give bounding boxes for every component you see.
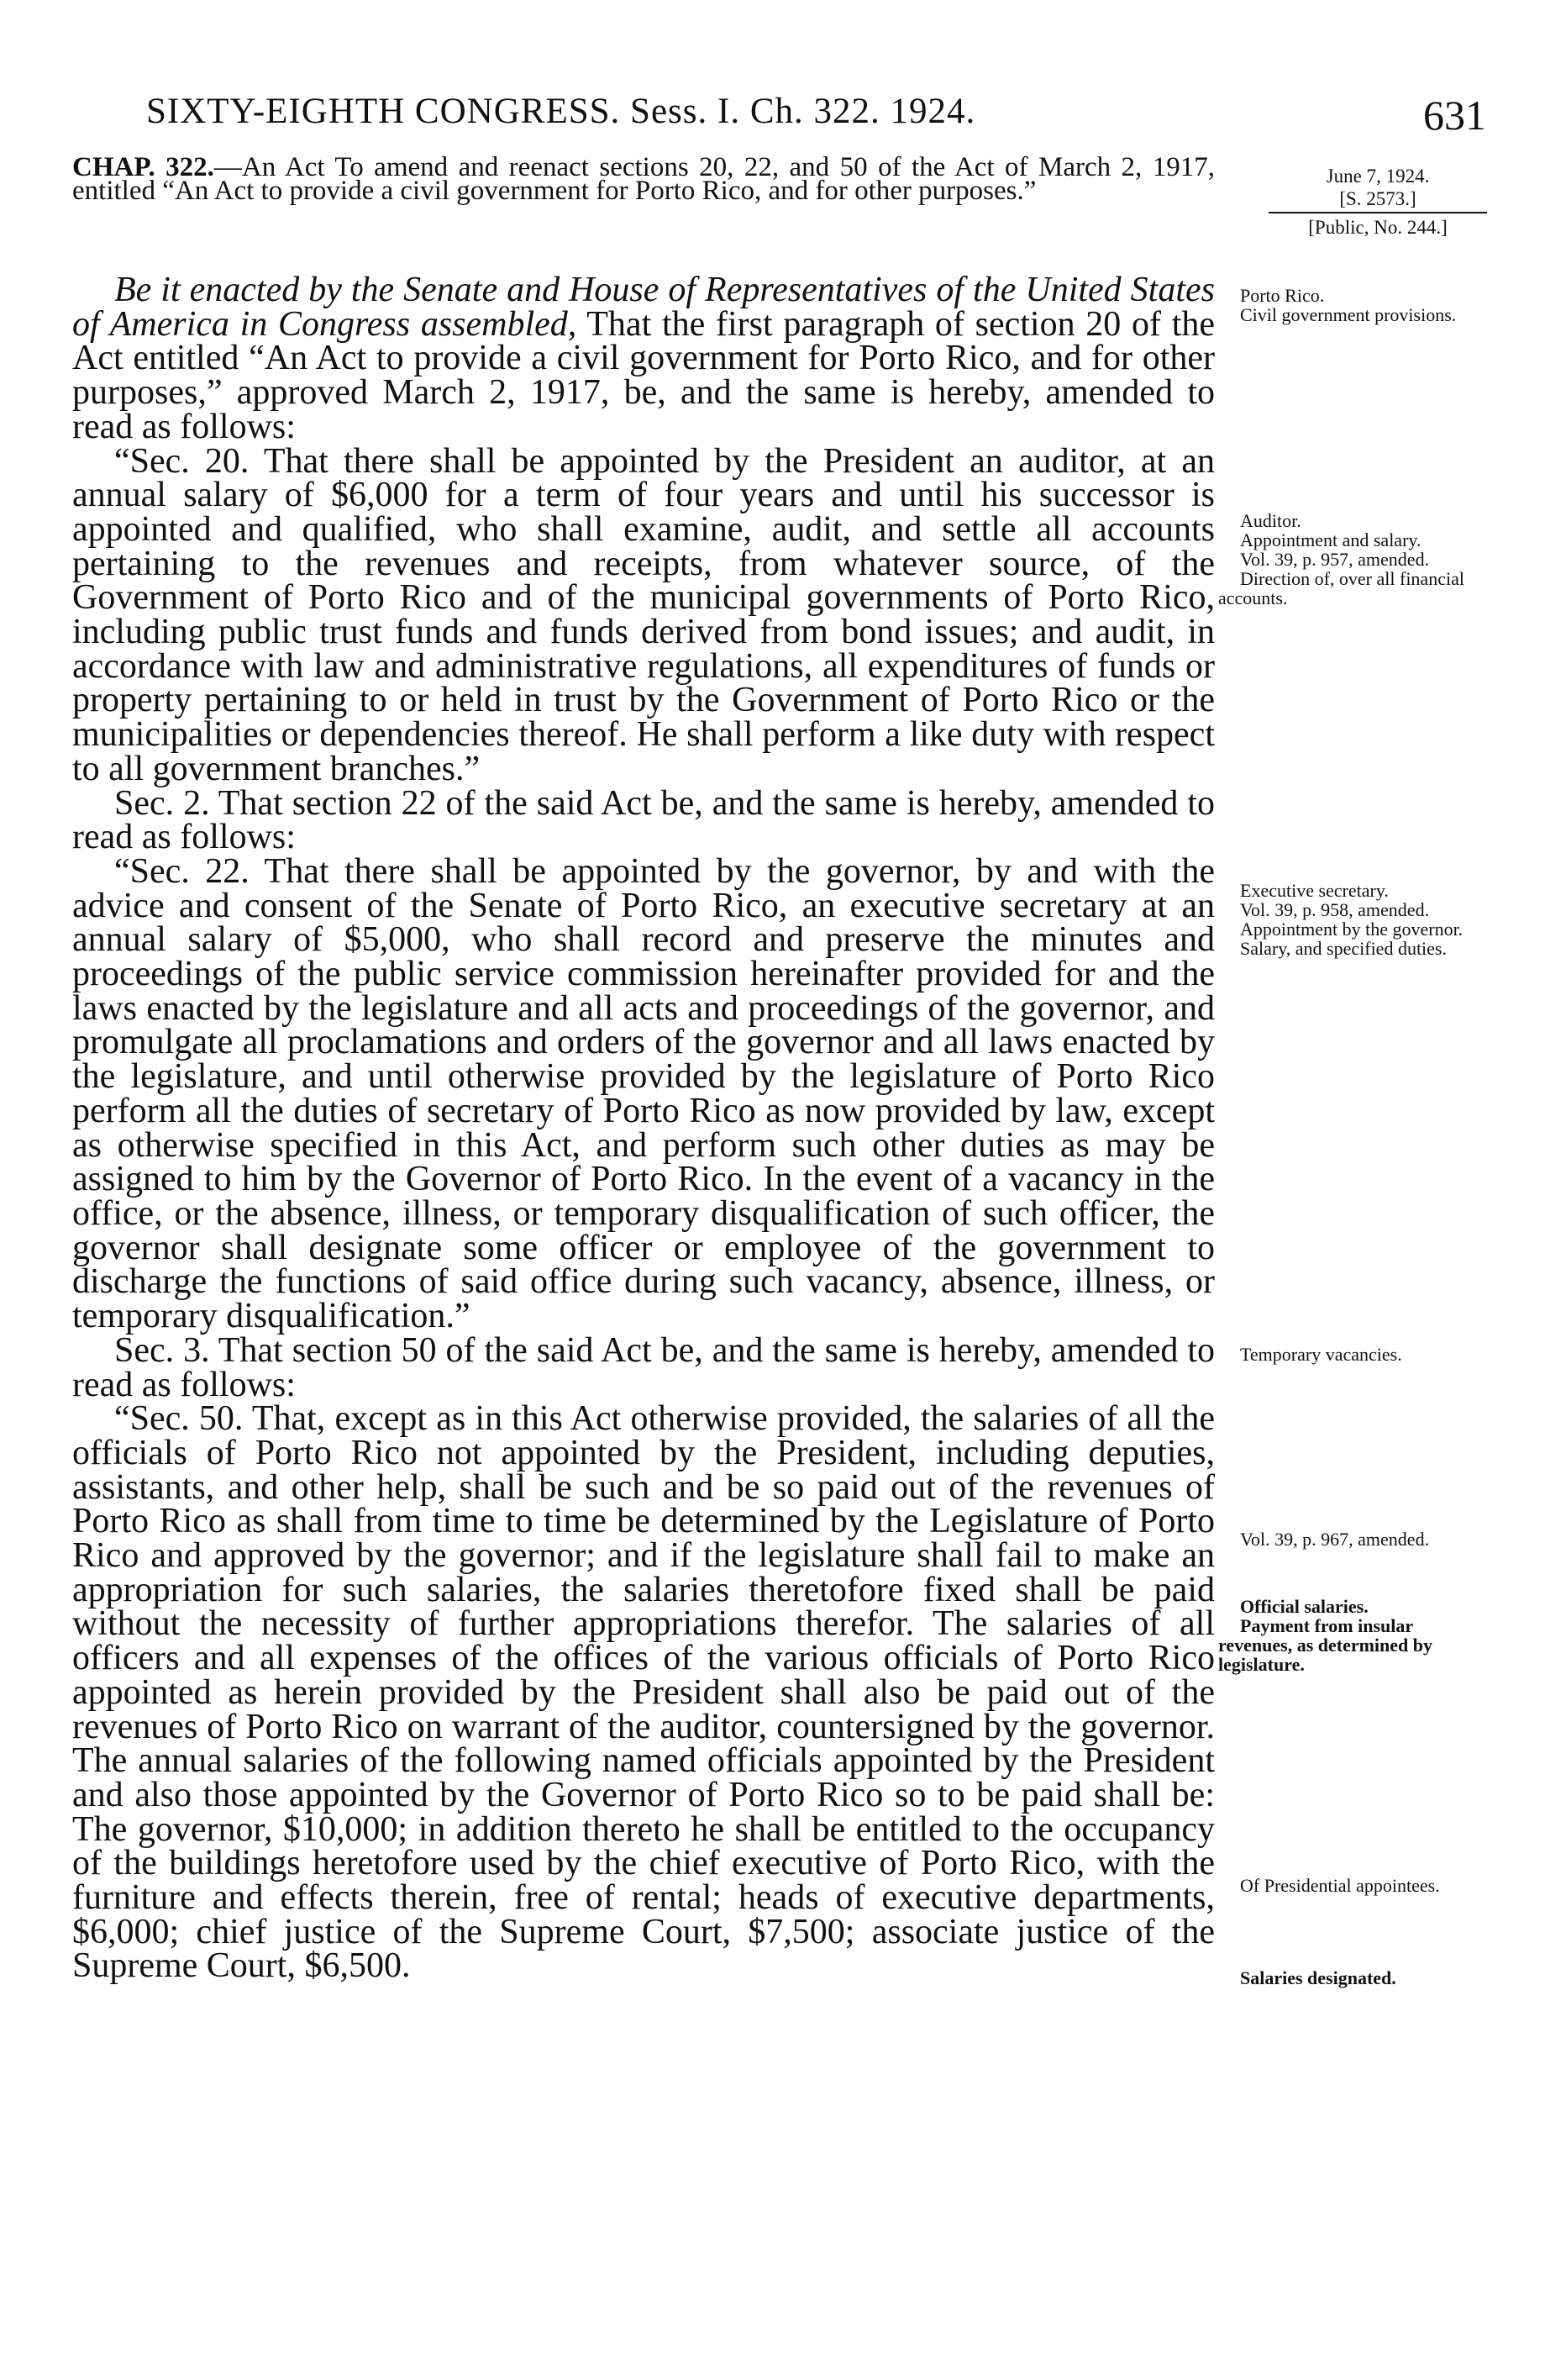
margin-note-line: Executive secretary.: [1240, 880, 1389, 901]
paragraph-sec-50: “Sec. 50. That, except as in this Act otherwise provided, the salaries of all the officials of Porto Rico not appointed by the President, including deputies, assistants, and other help, shall be such and be so paid out of the revenues of Porto Rico as shall from time to time be determined by the Legislature of Porto Rico and approved by the governor; and if the legislature shall fail to make an appropriation for such salaries, the salaries theretofore fixed shall be paid without the necessity of further appropriations therefor. The salaries of all officers and all expenses of the offices of the various officials of Porto Rico appointed as herein provided by the President shall also be paid out of the revenues of Porto Rico on warrant of the auditor, countersigned by the governor. The annual salaries of the following named officials appointed by the President and also those appointed by the Governor of Porto Rico so to be paid shall be: The governor, $10,000; in addition thereto he shall be entitled to the occupancy of the buildings heretofore used by the chief executive of Porto Rico, with the furniture and effects therein, free of rental; heads of executive departments, $6,000; chief justice of the Supreme Court, $7,500; associate justice of the Supreme Court, $6,500.: [72, 1399, 1215, 1986]
margin-note-line: Of Presidential appointees.: [1240, 1875, 1440, 1896]
chapter-header: [72, 152, 1215, 206]
margin-note-line: Vol. 39, p. 958, amended.: [1240, 899, 1430, 920]
margin-note-presidential-appointees: [1218, 1876, 1487, 1895]
margin-note-vol-39-p-967: [1218, 1530, 1487, 1549]
running-head-text: SIXTY-EIGHTH CONGRESS. Sess. I. Ch. 322. 1924.: [146, 92, 976, 131]
paragraph-sec-22: “Sec. 22. That there shall be appointed by the governor, by and with the advice and consent of the Senate of Porto Rico, an executive secretary at an annual salary of $5,000, who shall record and preserve the minutes and proceedings of the public service commission hereinafter provided for and the laws enacted by the legislature and all acts and proceedings of the governor, and promulgate all proclamations and orders of the governor and all laws enacted by the legislature, and until otherwise provided by the legislature of Porto Rico perform all the duties of secretary of Porto Rico as now provided by law, except as otherwise specified in this Act, and perform such other duties as may be assigned to him by the Governor of Porto Rico. In the event of a vacancy in the office, or the absence, illness, or temporary disqualification of such officer, the governor shall designate some officer or employee of the government to discharge the functions of said office during such vacancy, absence, illness, or temporary disqualification.”: [72, 851, 1215, 1336]
body-text: [72, 271, 1216, 1986]
chapter-title: —An Act To amend and reenact sections 20, 22, and 50 of the Act of March 2, 1917, entitled “An Act to provide a civil government for Porto Rico, and for other purposes.”: [72, 152, 1215, 206]
chapter-number: CHAP. 322.: [72, 152, 214, 182]
margin-note-line: Appointment by the governor.: [1240, 919, 1464, 940]
margin-note-temporary-vacancies: [1218, 1345, 1487, 1364]
margin-note-auditor: [1218, 511, 1487, 608]
chapter-meta: [1269, 165, 1487, 239]
paragraph-sec-2: Sec. 2. That section 22 of the said Act be, and the same is hereby, amended to read as follows:: [72, 783, 1215, 857]
paragraph-enacting: [72, 273, 1215, 445]
margin-note-line: Salary, and specified duties.: [1240, 938, 1447, 959]
margin-note-line: Vol. 39, p. 967, amended.: [1240, 1529, 1430, 1550]
margin-note-executive-secretary: [1218, 881, 1487, 958]
chapter-bill: [S. 2573.]: [1339, 188, 1416, 209]
chapter-date: June 7, 1924.: [1326, 166, 1430, 187]
enacting-clause: Be it enacted by the Senate and House of Representatives of the United States of America in Congress assembled,: [72, 271, 1215, 344]
margin-note-line: Vol. 39, p. 957, amended.: [1240, 549, 1430, 570]
meta-rule: [1269, 212, 1487, 213]
margin-note-line: Temporary vacancies.: [1240, 1344, 1402, 1365]
margin-note-salaries-designated: [1218, 1968, 1487, 1988]
chapter-public-law: [Public, No. 244.]: [1308, 217, 1448, 238]
margin-note-line: Salaries designated.: [1240, 1967, 1396, 1988]
paragraph-sec-20: “Sec. 20. That there shall be appointed by the President an auditor, at an annual salary of $6,000 for a term of four years and until his successor is appointed and qualified, who shall examine, audit, and settle all accounts pertaining to the revenues and receipts, from whatever source, of the Government of Porto Rico and of the municipal governments of Porto Rico, including public trust funds and funds derived from bond issues; and audit, in accordance with law and administrative regulations, all expenditures of funds or property pertaining to or held in trust by the Government of Porto Rico or the municipalities or dependencies thereof. He shall perform a like duty with respect to all government branches.”: [72, 441, 1215, 788]
running-head: [146, 91, 1486, 150]
margin-note-line: Civil government provisions.: [1240, 304, 1457, 325]
margin-note-official-salaries: [1218, 1597, 1487, 1674]
margin-note-line: Direction of, over all financial accounts.: [1218, 568, 1464, 608]
margin-note-line: Auditor.: [1240, 510, 1301, 531]
margin-note-line: Official salaries.: [1240, 1596, 1369, 1617]
margin-note-line: Payment from insular revenues, as determined by legislature.: [1218, 1615, 1433, 1675]
paragraph-1-rest: That the first paragraph of section 20 of the Act entitled “An Act to provide a civil government for Porto Rico, and for other purposes,” approved March 2, 1917, be, and the same is hereby, amended to read as follows:: [72, 304, 1216, 446]
paragraph-sec-3: Sec. 3. That section 50 of the said Act be, and the same is hereby, amended to read as follows:: [72, 1330, 1215, 1404]
margin-note-line: Porto Rico.: [1240, 285, 1325, 306]
margin-note-line: Appointment and salary.: [1240, 529, 1422, 550]
page-number: 631: [1423, 92, 1486, 139]
margin-note-porto-rico: [1218, 286, 1487, 324]
